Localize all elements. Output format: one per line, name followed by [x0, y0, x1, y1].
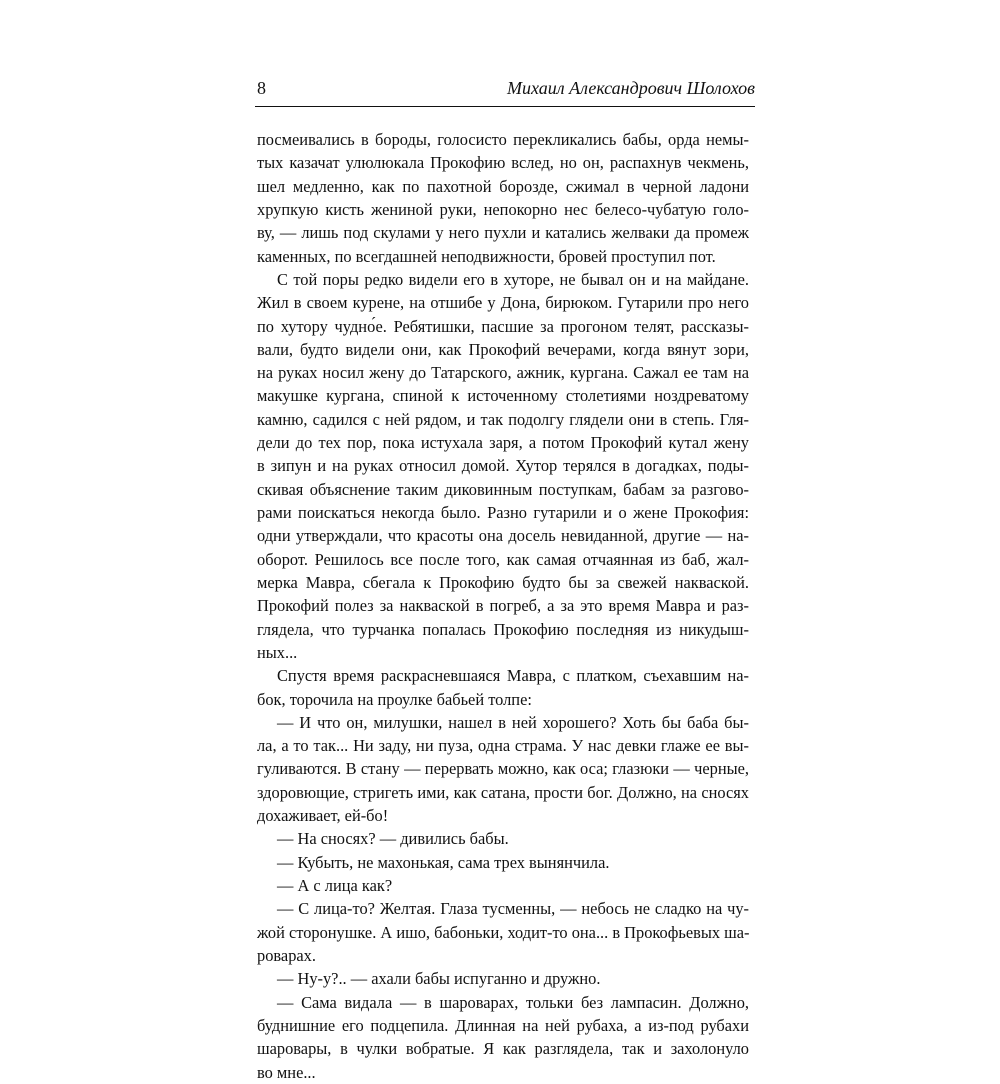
text-line: скивая объяснение таким диковинным поступкам, бабам за разгово-	[257, 479, 749, 499]
text-line: по хутору чудно́е. Ребятишки, пасшие за прогоном телят, рассказы-	[257, 316, 749, 336]
text-line: — И что он, милушки, нашел в ней хорошего? Хоть бы баба бы-	[277, 712, 749, 732]
text-line: — Ну-у?.. — ахали бабы испуганно и дружно.	[277, 969, 601, 989]
text-line: во мне...	[257, 1062, 316, 1082]
text-line: одни утверждали, что красоты она досель невиданной, другие — на-	[257, 526, 749, 546]
text-line: ных...	[257, 642, 298, 662]
text-line: рами поискаться некогда было. Разно гутарили и о жене Прокофия:	[257, 503, 749, 522]
text-line: ву, — лишь под скулами у него пухли и катались желваки да промеж	[257, 223, 749, 243]
text-line: бок, торочила на проулке бабьей толпе:	[257, 689, 532, 709]
text-line: — На сносях? — дивились бабы.	[277, 829, 509, 849]
text-line: — Сама видала — в шароварах, тольки без лампасин. Должно,	[277, 992, 749, 1012]
text-line: дели до тех пор, пока истухала заря, а потом Прокофий кутал жену	[257, 433, 749, 453]
text-line: на руках носил жену до Татарского, ажник, кургана. Сажал ее там на	[257, 363, 749, 383]
text-line: дохаживает, ей-бо!	[257, 806, 389, 826]
text-line: — Кубыть, не махонькая, сама трех вынянчила.	[277, 852, 610, 872]
text-line: шел медленно, как по пахотной борозде, сжимал в черной ладони	[257, 176, 749, 196]
text-line: роварах.	[257, 945, 316, 965]
text-line: камню, садился с ней рядом, и так подолгу глядели они в степь. Гля-	[257, 409, 749, 429]
text-line: оборот. Решилось все после того, как самая отчаянная из баб, жал-	[257, 549, 749, 569]
text-line: мерка Мавра, сбегала к Прокофию будто бы за свежей накваской.	[257, 572, 749, 592]
text-line: вали, будто видели они, как Прокофий вечерами, когда вянут зори,	[257, 339, 749, 359]
text-line: Жил в своем курене, на отшибе у Дона, бирюком. Гутарили про него	[257, 293, 749, 313]
text-line: Спустя время раскрасневшаяся Мавра, с платком, съехавшим на-	[277, 666, 749, 686]
text-line: буднишние его подцепила. Длинная на ней рубаха, а из-под рубахи	[257, 1015, 749, 1035]
text-line: глядела, что турчанка попалась Прокофию последняя из никудыш-	[257, 619, 749, 639]
text-line: посмеивались в бороды, голосисто перекликались бабы, орда немы-	[257, 130, 749, 149]
text-line: хрупкую кисть жениной руки, непокорно нес белесо-чубатую голо-	[257, 199, 749, 219]
text-line: — С лица-то? Желтая. Глаза тусменны, — небось не сладко на чу-	[277, 899, 749, 919]
text-line: шаровары, в чулки вобратые. Я как разглядела, так и захолонуло	[257, 1039, 749, 1059]
text-line: каменных, по всегдашней неподвижности, бровей проступил пот.	[257, 246, 716, 266]
text-line: гуливаются. В стану — перервать можно, как оса; глазюки — черные,	[257, 759, 749, 779]
author-running-head: Михаил Александрович Шолохов	[507, 78, 755, 98]
text-line: в зипун и на руках относил домой. Хутор терялся в догадках, поды-	[257, 456, 749, 476]
text-line: Прокофий полез за накваской в погреб, а за это время Мавра и раз-	[257, 596, 749, 616]
running-header	[255, 76, 755, 107]
text-line: жой сторонушке. А ишо, бабоньки, ходит-то она... в Прокофьевых ша-	[257, 922, 750, 942]
text-line: — А с лица как?	[277, 876, 393, 895]
text-line: С той поры редко видели его в хуторе, не бывал он и на майдане.	[277, 269, 749, 289]
text-line: ла, а то так... Ни заду, ни пуза, одна страма. У нас девки глаже ее вы-	[257, 736, 749, 756]
text-line: тых казачат улюлюкала Прокофию вслед, но он, распахнув чекмень,	[257, 153, 749, 173]
body-text	[257, 128, 749, 1084]
text-line: макушке кургана, спиной к источенному столетиями ноздреватому	[257, 386, 749, 406]
page-number: 8	[257, 78, 266, 98]
text-line: здоровющие, стригеть ими, как сатана, прости бог. Должно, на сносях	[257, 782, 749, 802]
